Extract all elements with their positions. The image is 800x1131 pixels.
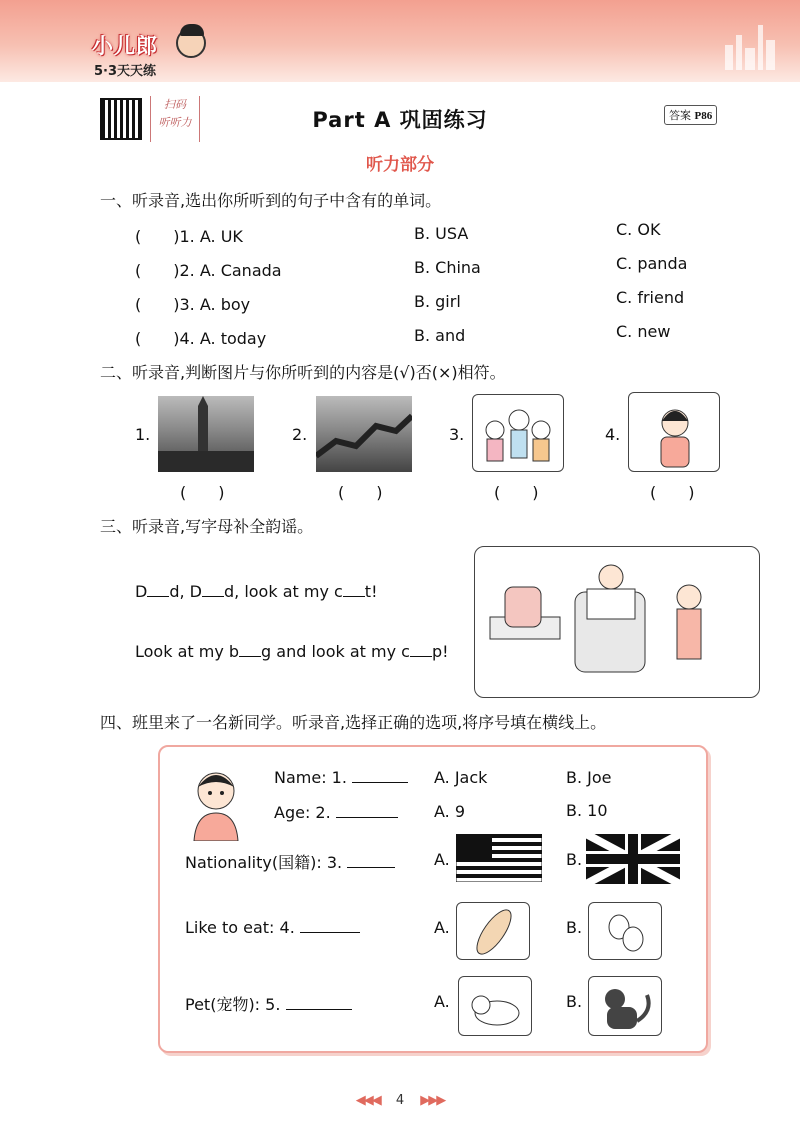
answer-paren[interactable]: ( ) (135, 295, 180, 314)
name-option-b: B. Joe (566, 768, 612, 787)
letter-blank[interactable] (202, 582, 224, 597)
q4-row-name: Name: 1. (274, 768, 408, 787)
section-title: 听力部分 (366, 155, 434, 175)
q4-row-nationality: Nationality(国籍): 3. (185, 850, 395, 873)
q1-row-3: ( )3. A. boy (135, 295, 251, 314)
q2-heading: 二、听录音,判断图片与你所听到的内容是(√)否(×)相符。 (100, 363, 506, 382)
page-title: Part A 巩固练习 (312, 108, 488, 132)
q4-row-pet: Pet(宠物): 5. (185, 992, 352, 1015)
new-student-avatar (188, 765, 244, 845)
letter-blank[interactable] (410, 642, 432, 657)
q1-option-c-2: C. panda (616, 254, 688, 273)
q4-row-food: Like to eat: 4. (185, 918, 360, 937)
q2-num-2: 2. (292, 425, 308, 444)
answer-line[interactable] (336, 817, 398, 818)
answer-line[interactable] (286, 1009, 352, 1010)
pet-option-a: A. (434, 992, 450, 1011)
q2-num-1: 1. (135, 425, 151, 444)
family-room-picture (474, 546, 760, 698)
answer-paren[interactable]: ( ) (135, 261, 180, 280)
letter-blank[interactable] (343, 582, 365, 597)
eggs-picture (588, 902, 662, 960)
q1-row-1: ( )1. A. UK (135, 227, 243, 246)
q2-paren-1[interactable]: ( ) (180, 483, 225, 502)
rhyme-line-2: Look at my b g and look at my c p! (135, 642, 449, 661)
boy-picture (628, 392, 720, 472)
bread-picture (456, 902, 530, 960)
page-footer: ◀◀◀ 4 ▶▶▶ (355, 1093, 445, 1108)
nationality-option-b: B. (566, 850, 583, 869)
cat-picture-a (458, 976, 532, 1036)
answer-line[interactable] (300, 932, 360, 933)
q1-heading: 一、听录音,选出你所听到的句子中含有的单词。 (100, 191, 442, 210)
uk-flag-icon (586, 834, 680, 884)
cat-picture-b (588, 976, 662, 1036)
q4-row-age: Age: 2. (274, 803, 398, 822)
q2-paren-3[interactable]: ( ) (494, 483, 539, 502)
q1-row-2: ( )2. A. Canada (135, 261, 282, 280)
q2-num-4: 4. (605, 425, 621, 444)
q2-num-3: 3. (449, 425, 465, 444)
letter-blank[interactable] (239, 642, 261, 657)
q3-heading: 三、听录音,写字母补全韵谣。 (100, 517, 314, 536)
q1-option-b-4: B. and (414, 326, 466, 345)
answer-line[interactable] (352, 782, 408, 783)
brand-subtitle: 5·3天天练 (94, 64, 157, 79)
q4-heading: 四、班里来了一名新同学。听录音,选择正确的选项,将序号填在横线上。 (100, 713, 607, 732)
usa-flag-icon (456, 834, 542, 882)
q1-option-b-2: B. China (414, 258, 481, 277)
answer-paren[interactable]: ( ) (135, 329, 180, 348)
answer-reference: 答案 P86 (664, 105, 717, 125)
great-wall-photo (316, 396, 412, 472)
name-option-a: A. Jack (434, 768, 488, 787)
q1-option-c-4: C. new (616, 322, 671, 341)
food-option-a: A. (434, 918, 450, 937)
mascot-icon (176, 28, 206, 58)
friends-picture (472, 394, 564, 472)
qr-label: 扫码 听听力 (150, 96, 200, 142)
letter-blank[interactable] (147, 582, 169, 597)
city-skyline-icon (720, 20, 780, 70)
q1-option-c-3: C. friend (616, 288, 685, 307)
q1-option-b-3: B. girl (414, 292, 461, 311)
nationality-option-a: A. (434, 850, 450, 869)
food-option-b: B. (566, 918, 583, 937)
big-ben-photo (158, 396, 254, 472)
rhyme-line-1: D d, D d, look at my c t! (135, 582, 378, 601)
page-number: 4 (395, 1093, 405, 1108)
age-option-b: B. 10 (566, 801, 608, 820)
q2-paren-2[interactable]: ( ) (338, 483, 383, 502)
q1-option-c-1: C. OK (616, 220, 661, 239)
q1-row-4: ( )4. A. today (135, 329, 267, 348)
brand-title: 小儿郎 (92, 34, 158, 58)
pet-option-b: B. (566, 992, 583, 1011)
q2-paren-4[interactable]: ( ) (650, 483, 695, 502)
age-option-a: A. 9 (434, 802, 466, 821)
answer-line[interactable] (347, 867, 395, 868)
q1-option-b-1: B. USA (414, 224, 469, 243)
answer-paren[interactable]: ( ) (135, 227, 180, 246)
